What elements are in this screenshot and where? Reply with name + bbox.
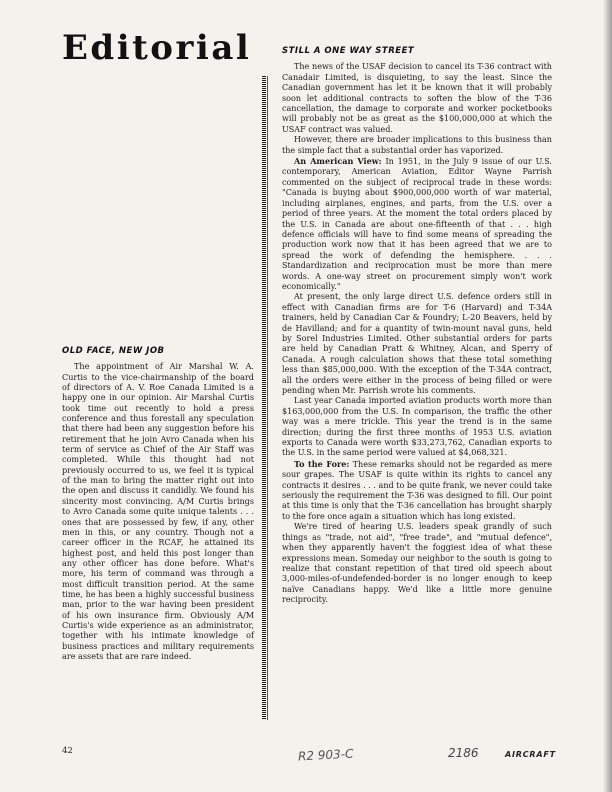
handwritten-number: 2186	[448, 746, 479, 760]
runin-american-view: An American View:	[294, 156, 382, 167]
right-paragraph-7: We're tired of hearing U.S. leaders speak grandly of such things as "trade, not aid", "free trade", and "mutual defence", when they apparently haven't the foggiest idea of what these expressions mean. Someday our neighbor to the south is going to realize that constant repetition of that tired old speech about 3,000-miles-of-undefended-border is no longer enough to keep naïve Canadians happy. We'd like a little more genuine reciprocity.	[282, 522, 552, 605]
page-number: 42	[62, 746, 73, 756]
page-edge-shadow	[603, 0, 612, 792]
right-paragraph-3	[282, 156, 552, 292]
handwritten-catalog-number: R2 903-C	[297, 746, 354, 764]
left-article-heading: OLD FACE, NEW JOB	[62, 346, 165, 356]
right-paragraph-6-text: These remarks should not be regarded as mere sour grapes. The USAF is quite within its rights to cancel any contracts it desires . . . and to be quite frank, we never could take seriously the requirement the T-36 was designed to fill. Our point at this time is only that the T-36 cancellation has brought sharply to the fore once again a situation which has long existed.	[282, 459, 552, 521]
editorial-masthead: Editorial	[62, 28, 252, 68]
right-article-heading: STILL A ONE WAY STREET	[282, 46, 415, 56]
right-paragraph-3-text: In 1951, in the July 9 issue of our U.S. contemporary, American Aviation, Editor Wayne Parrish commented on the subject of reciprocal trade in these words: "Canada is buying about $900,000,000 worth of war material, including airplanes, engines, and parts, from the U.S. over a period of three years. At the moment the total orders placed by the U.S. in Canada are about one-fifteenth of that . . . high defence officials will have to find some means of spreading the production work now that it has been agreed that we are to spread the work of defending the hemisphere. . . . Standardization and reciprocation must be more than mere words. A one-way street on procurement simply won't work economically."	[282, 157, 552, 291]
right-paragraph-6	[282, 459, 552, 522]
right-paragraph-4: At present, the only large direct U.S. defence orders still in effect with Canadian firms are for T-6 (Harvard) and T-34A trainers, held by Canadian Car & Foundry; L-20 Beavers, held by de Havilland; and for a quantity of twin-mount naval guns, held by Sorel Industries Limited. Other substantial orders for parts are held by Canadian Pratt & Whitney, Alcan, and Sperry of Canada. A rough calculation shows that these total something less than $85,000,000. With the exception of the T-34A contract, all the orders were either in the process of being filled or were pending when Mr. Parrish wrote his comments.	[282, 292, 552, 395]
left-column	[62, 346, 254, 661]
right-column	[282, 46, 552, 606]
right-paragraph-5: Last year Canada imported aviation products worth more than $163,000,000 from the U.S. In comparison, the traffic the other way was a mere trickle. This year the trend is in the same direction; during the first three months of 1953 U.S. aviation exports to Canada were worth $33,273,762, Canadian exports to the U.S. in the same period were valued at $4,068,321.	[282, 396, 552, 458]
column-divider-rule	[262, 76, 266, 720]
runin-to-the-fore: To the Fore:	[294, 458, 350, 469]
column-divider-line	[267, 76, 268, 720]
magazine-name: AIRCRAFT	[505, 750, 556, 759]
right-paragraph-2: However, there are broader implications to this business than the simple fact that a substantial order has vaporized.	[282, 135, 552, 155]
left-article-paragraph: The appointment of Air Marshal W. A. Curtis to the vice-chairmanship of the board of directors of A. V. Roe Canada Limited is a happy one in our opinion. Air Marshal Curtis took time out recently to hold a press conference and thus forestall any speculation that there had been any suggestion before his retirement that he join Avro Canada when his term of service as Chief of the Air Staff was completed. While this thought had not previously occurred to us, we feel it is typical of the man to bring the matter right out into the open and discuss it candidly. We found his sincerity most convincing. A/M Curtis brings to Avro Canada some quite unique talents . . . ones that are possessed by few, if any, other men in this, or any country. Though not a career officer in the RCAF, he attained its highest post, and held this post longer than any other officer has done before. What's more, his term of command was through a most difficult transition period. At the same time, he has been a highly successful business man, prior to the war having been president of his own insurance firm. Obviously A/M Curtis's wide experience as an administrator, together with his intimate knowledge of business practices and military requirements are assets that are rare indeed.	[62, 361, 254, 661]
right-paragraph-1: The news of the USAF decision to cancel its T-36 contract with Canadair Limited, is disquieting, to say the least. Since the Canadian government has let it be known that it will probably soon let additional contracts to soften the blow of the T-36 cancellation, the damage to corporate and worker pocketbooks will probably not be as great as the $100,000,000 at which the USAF contract was valued.	[282, 62, 552, 134]
